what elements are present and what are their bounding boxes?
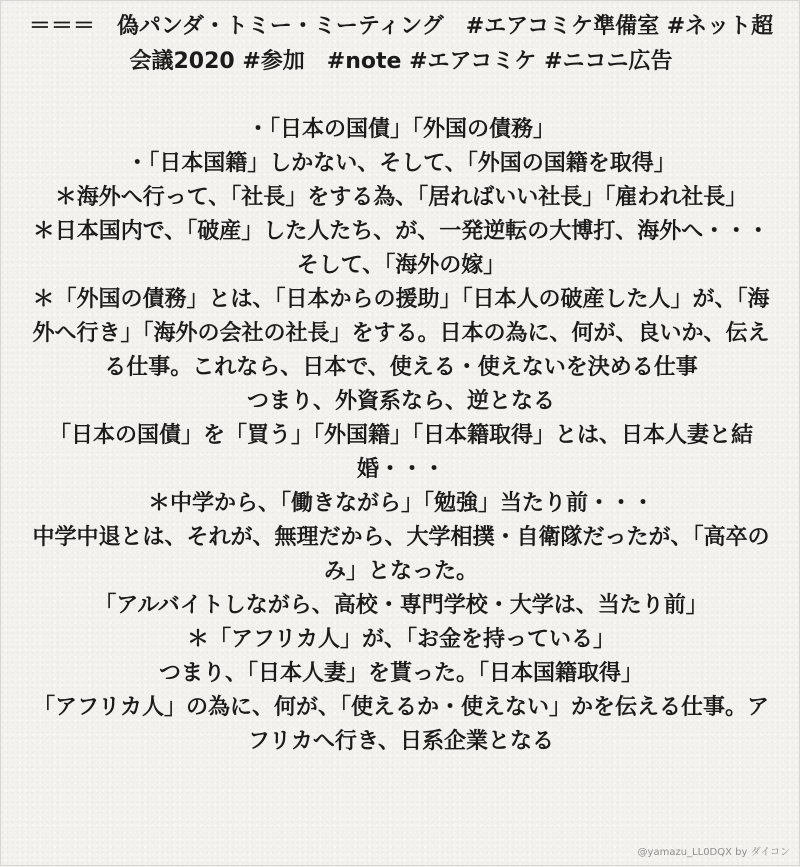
author-watermark: @yamazu_LL0DQX by ダイコン xyxy=(637,847,790,858)
note-card xyxy=(1,1,800,867)
body-line: つまり、「日本人妻」を貰った。「日本国籍取得」 xyxy=(158,661,643,686)
body-line: ＊「外国の債務」とは、「日本からの援助」「日本人の破産した人」が、「海外へ行き」「海外の会社の社長」をする。日本の為に、何が、良いか、伝える仕事。これなら、日本で、使える・使えないを決める仕事 xyxy=(32,287,770,380)
body-line: ＊日本国内で、「破産」した人たち、が、一発逆転の大博打、海外へ・・・そして、「海外の嫁」 xyxy=(32,219,770,278)
body-line: 「アルバイトしながら、高校・専門学校・大学は、当たり前」 xyxy=(94,593,708,618)
post-title: ＝＝＝ 偽パンダ・トミー・ミーティング #エアコミケ準備室 #ネット超会議2020 #参加 #note #エアコミケ #ニコニ広告 xyxy=(28,14,774,74)
body-line: つまり、外資系なら、逆となる xyxy=(246,389,555,414)
body-line: 「日本の国債」を「買う」「外国籍」「日本籍取得」とは、日本人妻と結婚・・・ xyxy=(48,423,753,482)
body-line: ＊中学から、「働きながら」「勉強」当たり前・・・ xyxy=(147,491,654,516)
post-body xyxy=(23,113,779,759)
body-line: 「アフリカ人」の為に、何が、「使えるか・使えない」かを伝える仕事。アフリカへ行き、日系企業となる xyxy=(33,695,769,754)
body-line: 中学中退とは、それが、無理だから、大学相撲・自衛隊だったが、「高卒のみ」となった。 xyxy=(32,525,770,584)
body-line: ・「日本国籍」しかない、そして、「外国の国籍を取得」 xyxy=(126,151,676,176)
body-line: ＊海外へ行って、「社長」をする為、「居ればいい社長」「雇われ社長」 xyxy=(54,185,748,210)
body-line: ・「日本の国債」「外国の債務」 xyxy=(246,117,555,142)
spacer xyxy=(23,79,779,113)
body-line: ＊「アフリカ人」が、「お金を持っている」 xyxy=(187,627,615,652)
